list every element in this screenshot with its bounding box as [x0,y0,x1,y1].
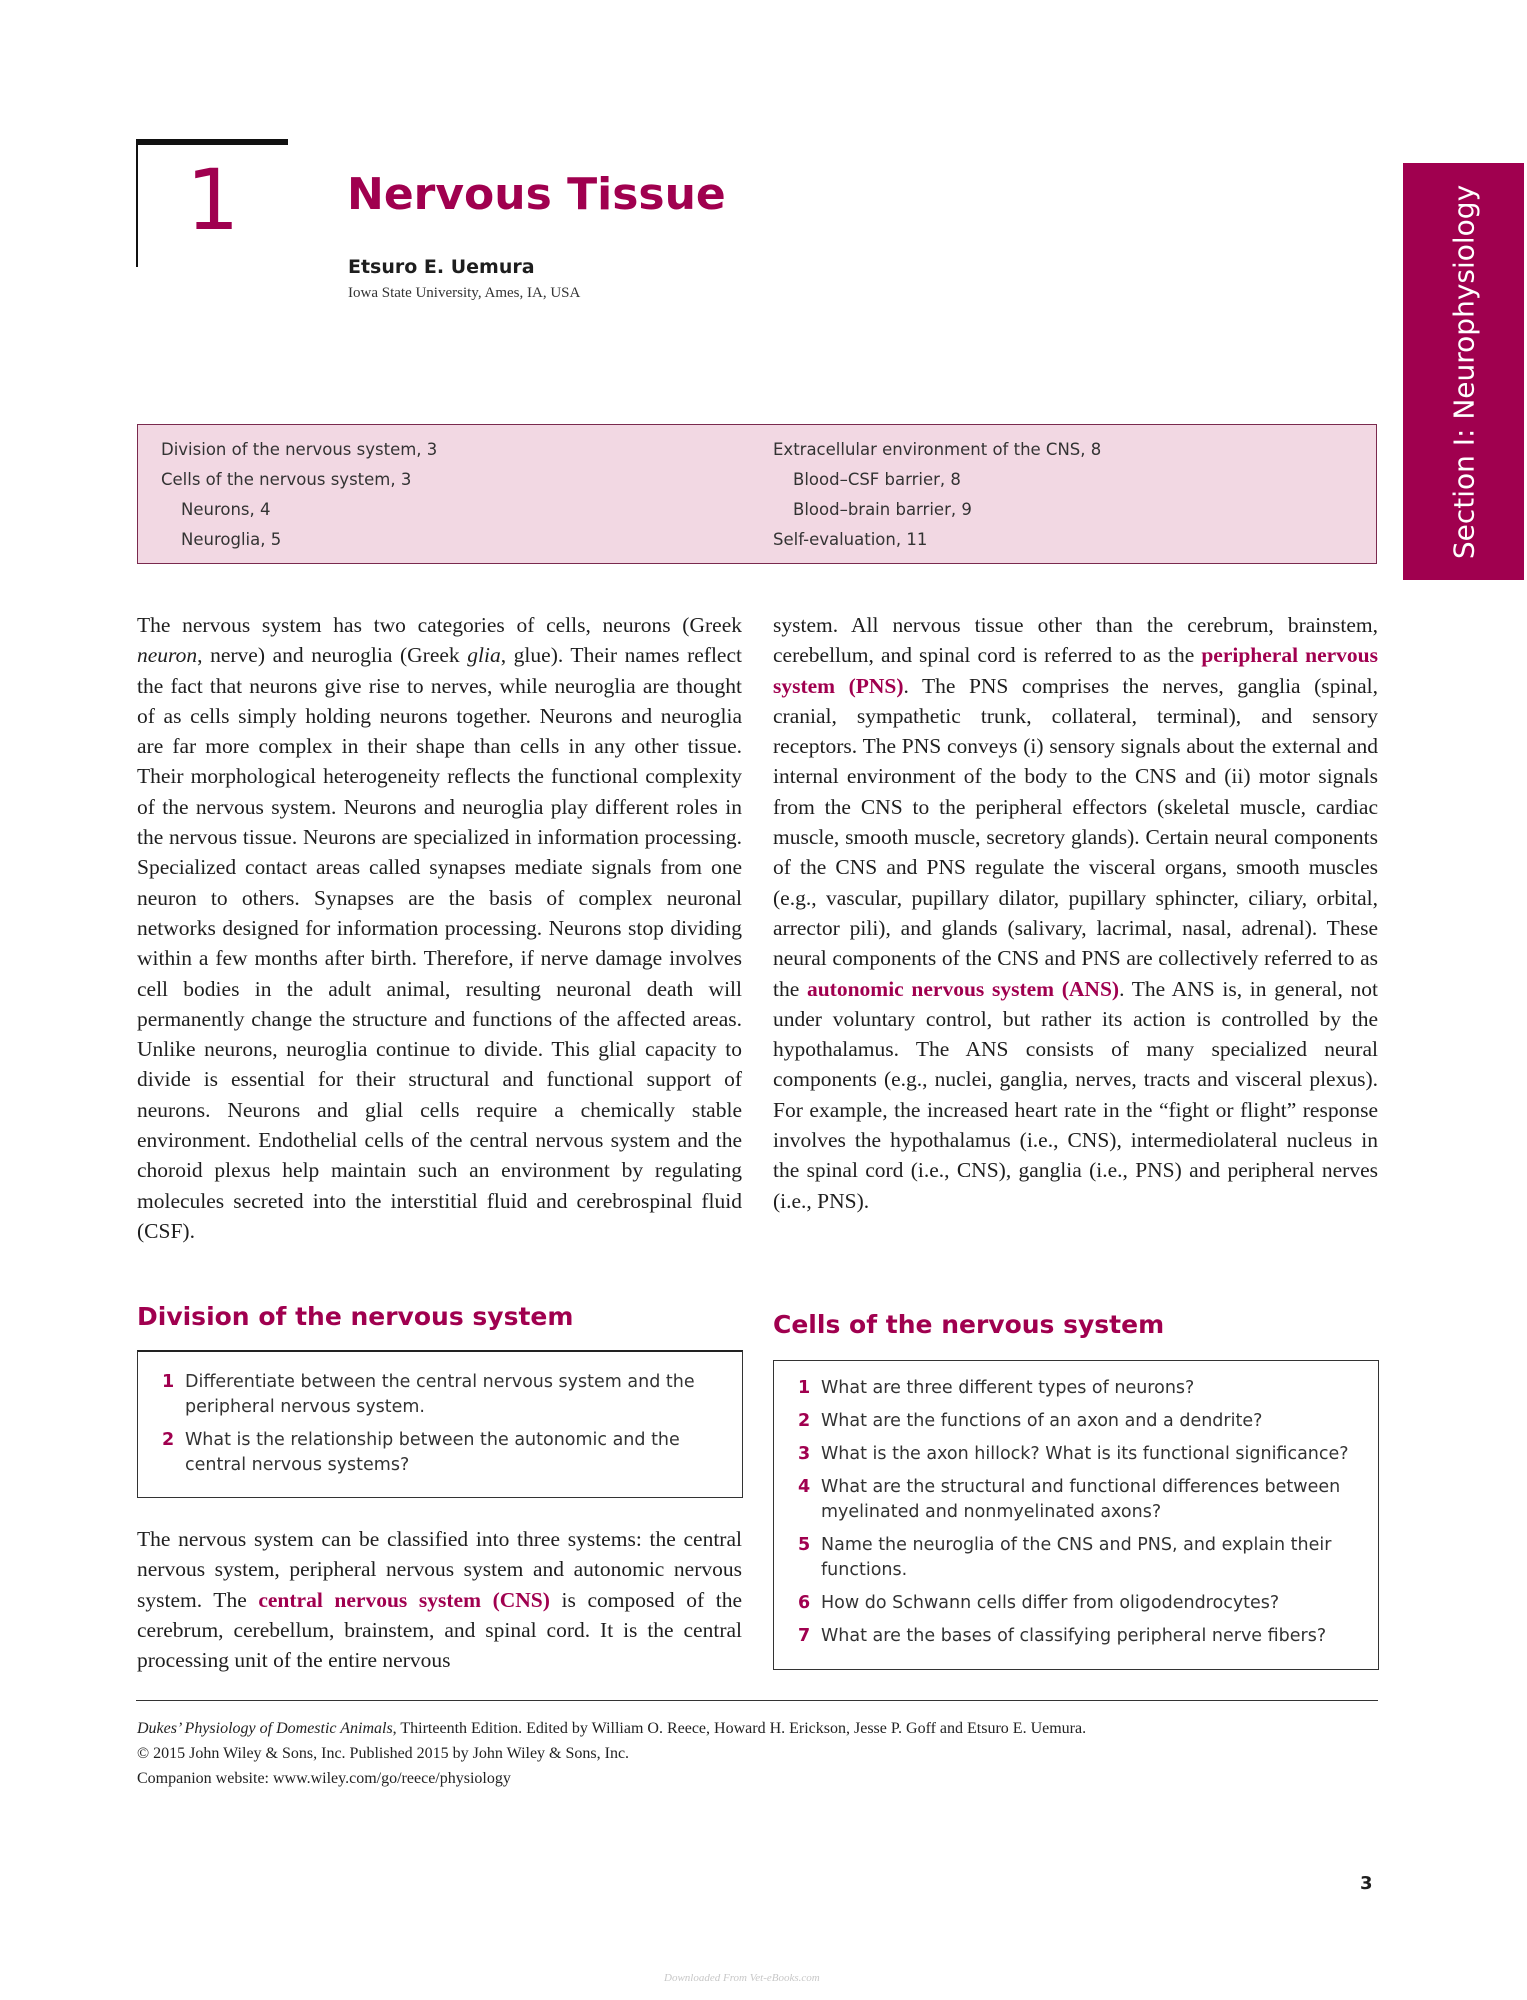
contents-entry: Blood–brain barrier, 9 [793,500,972,519]
author-name: Etsuro E. Uemura [348,256,535,278]
contents-entry: Extracellular environment of the CNS, 8 [773,440,1102,459]
section-side-tab-label: Section I: Neurophysiology [1447,184,1480,559]
term-ans: autonomic nervous system (ANS) [806,976,1120,1001]
question-item: 3 What is the axon hillock? What is its functional significance? [798,1444,1349,1464]
chapter-rule-left [136,139,138,267]
footer-companion-website: Companion website: www.wiley.com/go/reece/physiology [137,1770,511,1787]
footer-citation: Dukes’ Physiology of Domestic Animals, Thirteenth Edition. Edited by William O. Reece, Howard H. Erickson, Jesse P. Goff and Etsuro E. Uemura. [137,1720,1087,1737]
chapter-rule-top [136,139,288,145]
chapter-number: 1 [186,151,240,249]
question-item: 2 What is the relationship between the autonomic and the central nervous systems? [162,1430,680,1475]
contents-column-right [773,435,1101,555]
chapter-title: Nervous Tissue [347,169,726,220]
division-paragraph [137,1524,742,1675]
question-box-division [137,1350,743,1498]
contents-entry: Blood–CSF barrier, 8 [793,470,961,489]
chapter-contents-box [137,424,1377,564]
contents-entry: Self-evaluation, 11 [773,530,928,549]
watermark: Downloaded From Vet-eBooks.com [664,1972,820,1984]
section-side-tab [1403,163,1524,580]
question-item: 6 How do Schwann cells differ from oligodendrocytes? [798,1593,1280,1613]
contents-column-left [161,435,437,555]
term-cns: central nervous system (CNS) [258,1587,550,1612]
body-paragraph: The nervous system can be classified into three systems: the central nervous system, peripheral nervous system and autonomic nervous system. The central nervous system (CNS) is composed of the cerebrum, cerebellum, brainstem, and spinal cord. It is the central processing unit of the entire nervous [137,1527,742,1673]
intro-paragraph-left [137,610,742,1246]
contents-entry: Neurons, 4 [181,500,271,519]
contents-entry: Neuroglia, 5 [181,530,282,549]
heading-cells: Cells of the nervous system [773,1310,1165,1339]
question-item: 4 What are the structural and functional differences between myelinated and nonmyelinated axons? [798,1477,1341,1522]
contents-entry: Cells of the nervous system, 3 [161,470,412,489]
footer-rule [136,1700,1378,1701]
question-item: 1 What are three different types of neurons? [798,1378,1195,1398]
heading-division: Division of the nervous system [137,1302,574,1331]
question-item: 1 Differentiate between the central nervous system and the peripheral nervous system. [162,1372,695,1417]
question-box-cells [773,1360,1379,1670]
question-item: 7 What are the bases of classifying peripheral nerve fibers? [798,1626,1327,1646]
question-item: 2 What are the functions of an axon and a dendrite? [798,1411,1263,1431]
body-paragraph: system. All nervous tissue other than the cerebrum, brainstem, cerebellum, and spinal cord is referred to as the peripheral nervous system (PNS). The PNS comprises the nerves, ganglia (spinal, cranial, sympathetic trunk, collateral, terminal), and sensory receptors. The PNS conveys (i) sensory signals about the external and internal environment of the body to the CNS and (ii) motor signals from the CNS to the peripheral effectors (skeletal muscle, cardiac muscle, smooth muscle, secretory glands). Certain neural components of the CNS and PNS regulate the visceral organs, smooth muscles (e.g., vascular, pupillary dilator, pupillary sphincter, ciliary, orbital, arrector pili), and glands (salivary, lacrimal, nasal, adrenal). These neural components of the CNS and PNS are collectively referred to as the autonomic nervous system (ANS). The ANS is, in general, not under voluntary control, but rather its action is controlled by the hypothalamus. The ANS consists of many specialized neural components (e.g., nuclei, ganglia, nerves, tracts and visceral plexus). For example, the increased heart rate in the “fight or flight” response involves the hypothalamus (i.e., CNS), intermediolateral nucleus in the spinal cord (i.e., CNS), ganglia (i.e., PNS) and peripheral nerves (i.e., PNS). [773,613,1379,1213]
book-title: Dukes’ Physiology of Domestic Animals [137,1720,393,1737]
footer-copyright: © 2015 John Wiley & Sons, Inc. Published 2015 by John Wiley & Sons, Inc. [137,1745,630,1762]
body-paragraph: The nervous system has two categories of cells, neurons (Greek neuron, nerve) and neuroglia (Greek glia, glue). Their names reflect the fact that neurons give rise to nerves, while neuroglia are thought of as cells simply holding neurons together. Neurons and neuroglia are far more complex in their shape than cells in any other tissue. Their morphological heterogeneity reflects the functional complexity of the nervous system. Neurons and neuroglia play different roles in the nervous tissue. Neurons are specialized in information processing. Specialized contact areas called synapses mediate signals from one neuron to others. Synapses are the basis of complex neuronal networks designed for information processing. Neurons stop dividing within a few months after birth. Therefore, if nerve damage involves cell bodies in the adult animal, resulting neuronal death will permanently change the structure and functions of the affected areas. Unlike neurons, neuroglia continue to divide. This glial capacity to divide is essential for their structural and functional support of neurons. Neurons and glial cells require a chemically stable environment. Endothelial cells of the central nervous system and the choroid plexus help maintain such an environment by regulating molecules secreted into the interstitial fluid and cerebrospinal fluid (CSF). [137,613,742,1243]
intro-paragraph-right [773,610,1378,1216]
author-affiliation: Iowa State University, Ames, IA, USA [348,285,581,301]
question-item: 5 Name the neuroglia of the CNS and PNS, and explain their functions. [798,1535,1332,1580]
page-number: 3 [1360,1873,1373,1894]
contents-entry: Division of the nervous system, 3 [161,440,438,459]
term-pns: peripheral nervous system (PNS) [773,643,1379,698]
